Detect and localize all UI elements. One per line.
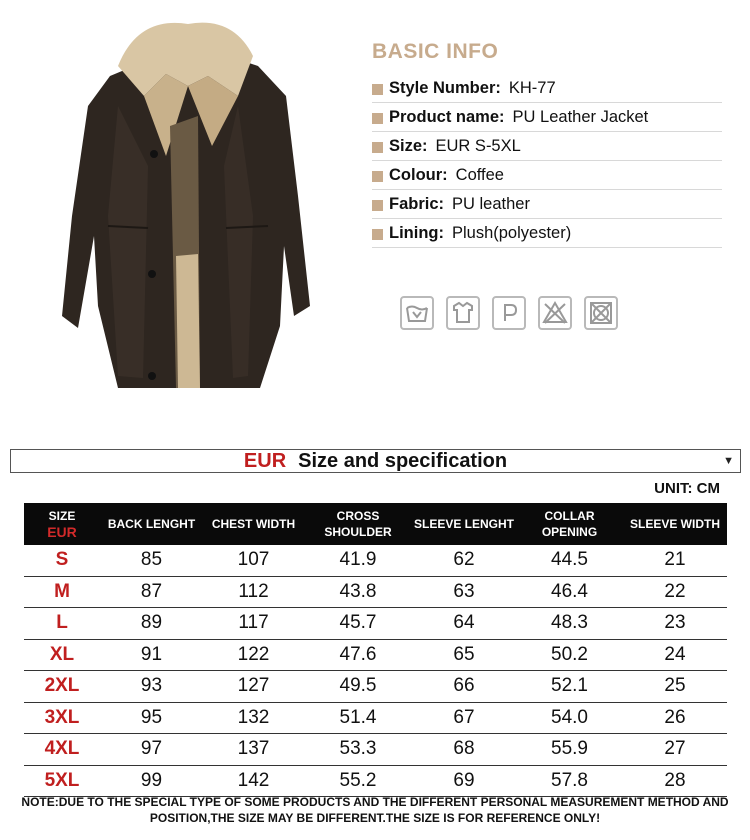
col-collar-opening (516, 503, 623, 545)
info-key: Size: (389, 136, 428, 155)
value-cell: 117 (203, 608, 304, 640)
info-value: PU leather (452, 194, 530, 213)
col-size-sub: EUR (47, 524, 77, 540)
size-table (24, 503, 727, 797)
value-cell: 97 (100, 734, 203, 766)
col-label: SLEEVE WIDTH (629, 517, 720, 531)
value-cell: 67 (412, 702, 516, 734)
info-key: Fabric: (389, 194, 445, 213)
value-cell: 25 (623, 671, 727, 703)
size-chart-prefix: EUR (243, 450, 287, 472)
value-cell: 21 (623, 545, 727, 576)
value-cell: 43.8 (304, 576, 412, 608)
size-cell: 5XL (24, 765, 100, 797)
value-cell: 112 (203, 576, 304, 608)
col-label: BACK LENGHT (107, 517, 196, 531)
value-cell: 132 (203, 702, 304, 734)
value-cell: 93 (100, 671, 203, 703)
iron-icon (446, 296, 480, 330)
col-sleeve-length (412, 503, 516, 545)
value-cell: 44.5 (516, 545, 623, 576)
table-row (24, 734, 727, 766)
col-size (24, 503, 100, 545)
size-cell: XL (24, 639, 100, 671)
bullet-square (372, 84, 383, 95)
bullet-square (372, 171, 383, 182)
value-cell: 95 (100, 702, 203, 734)
value-cell: 107 (203, 545, 304, 576)
unit-label: UNIT: CM (654, 480, 720, 497)
table-row (24, 545, 727, 576)
bullet-square (372, 142, 383, 153)
info-value: PU Leather Jacket (512, 107, 649, 126)
value-cell: 51.4 (304, 702, 412, 734)
col-label: CROSS SHOULDER (324, 509, 392, 539)
value-cell: 137 (203, 734, 304, 766)
value-cell: 87 (100, 576, 203, 608)
value-cell: 52.1 (516, 671, 623, 703)
table-row (24, 576, 727, 608)
info-value: KH-77 (508, 78, 556, 97)
col-cross-shoulder (304, 503, 412, 545)
col-sleeve-width (623, 503, 727, 545)
basic-info-title: BASIC INFO (372, 40, 499, 63)
table-row (24, 671, 727, 703)
size-cell: 3XL (24, 702, 100, 734)
value-cell: 64 (412, 608, 516, 640)
dry-clean-p-icon (492, 296, 526, 330)
value-cell: 50.2 (516, 639, 623, 671)
size-chart-title (11, 450, 740, 472)
value-cell: 54.0 (516, 702, 623, 734)
table-row (24, 765, 727, 797)
value-cell: 27 (623, 734, 727, 766)
info-row-size (372, 132, 722, 161)
bullet-square (372, 200, 383, 211)
value-cell: 85 (100, 545, 203, 576)
wash-30-icon (400, 296, 434, 330)
value-cell: 68 (412, 734, 516, 766)
info-key: Style Number: (389, 78, 501, 97)
value-cell: 47.6 (304, 639, 412, 671)
info-row-lining (372, 219, 722, 248)
product-photo-jacket (48, 16, 328, 388)
info-key: Product name: (389, 107, 505, 126)
value-cell: 22 (623, 576, 727, 608)
info-key: Lining: (389, 223, 444, 242)
value-cell: 23 (623, 608, 727, 640)
value-cell: 63 (412, 576, 516, 608)
value-cell: 142 (203, 765, 304, 797)
size-cell: 4XL (24, 734, 100, 766)
value-cell: 99 (100, 765, 203, 797)
bullet-square (372, 113, 383, 124)
info-value: EUR S-5XL (435, 136, 521, 155)
value-cell: 45.7 (304, 608, 412, 640)
col-label: COLLAR OPENING (541, 509, 598, 539)
table-row (24, 639, 727, 671)
table-row (24, 608, 727, 640)
info-value: Plush(polyester) (451, 223, 572, 242)
value-cell: 53.3 (304, 734, 412, 766)
value-cell: 122 (203, 639, 304, 671)
size-cell: S (24, 545, 100, 576)
value-cell: 24 (623, 639, 727, 671)
col-chest-width (203, 503, 304, 545)
value-cell: 49.5 (304, 671, 412, 703)
basic-info-panel (372, 40, 722, 248)
caret-down-icon: ▼ (723, 455, 734, 467)
value-cell: 57.8 (516, 765, 623, 797)
value-cell: 66 (412, 671, 516, 703)
value-cell: 62 (412, 545, 516, 576)
value-cell: 26 (623, 702, 727, 734)
table-row (24, 702, 727, 734)
value-cell: 65 (412, 639, 516, 671)
size-cell: L (24, 608, 100, 640)
table-header-row (24, 503, 727, 545)
info-value: Coffee (455, 165, 504, 184)
no-bleach-icon (538, 296, 572, 330)
size-chart-header (10, 449, 741, 473)
col-back-length (100, 503, 203, 545)
size-cell: M (24, 576, 100, 608)
no-tumble-dry-icon (584, 296, 618, 330)
size-note: NOTE:DUE TO THE SPECIAL TYPE OF SOME PRODUCTS AND THE DIFFERENT PERSONAL MEASUREMENT METHOD AND POSITION,THE SIZE MAY BE DIFFERENT.THE SIZE IS FOR REFERENCE ONLY! (21, 795, 729, 825)
info-row-colour (372, 161, 722, 190)
value-cell: 55.9 (516, 734, 623, 766)
value-cell: 89 (100, 608, 203, 640)
info-key: Colour: (389, 165, 448, 184)
value-cell: 55.2 (304, 765, 412, 797)
value-cell: 69 (412, 765, 516, 797)
value-cell: 91 (100, 639, 203, 671)
info-row-fabric (372, 190, 722, 219)
value-cell: 48.3 (516, 608, 623, 640)
size-cell: 2XL (24, 671, 100, 703)
care-icons (400, 296, 618, 330)
value-cell: 41.9 (304, 545, 412, 576)
bullet-square (372, 229, 383, 240)
info-row-style-number (372, 74, 722, 103)
value-cell: 28 (623, 765, 727, 797)
value-cell: 127 (203, 671, 304, 703)
value-cell: 46.4 (516, 576, 623, 608)
col-size-label: SIZE (48, 509, 76, 523)
info-row-product-name (372, 103, 722, 132)
size-chart-heading: Size and specification (298, 450, 508, 472)
col-label: SLEEVE LENGHT (413, 517, 514, 531)
col-label: CHEST WIDTH (211, 517, 296, 531)
